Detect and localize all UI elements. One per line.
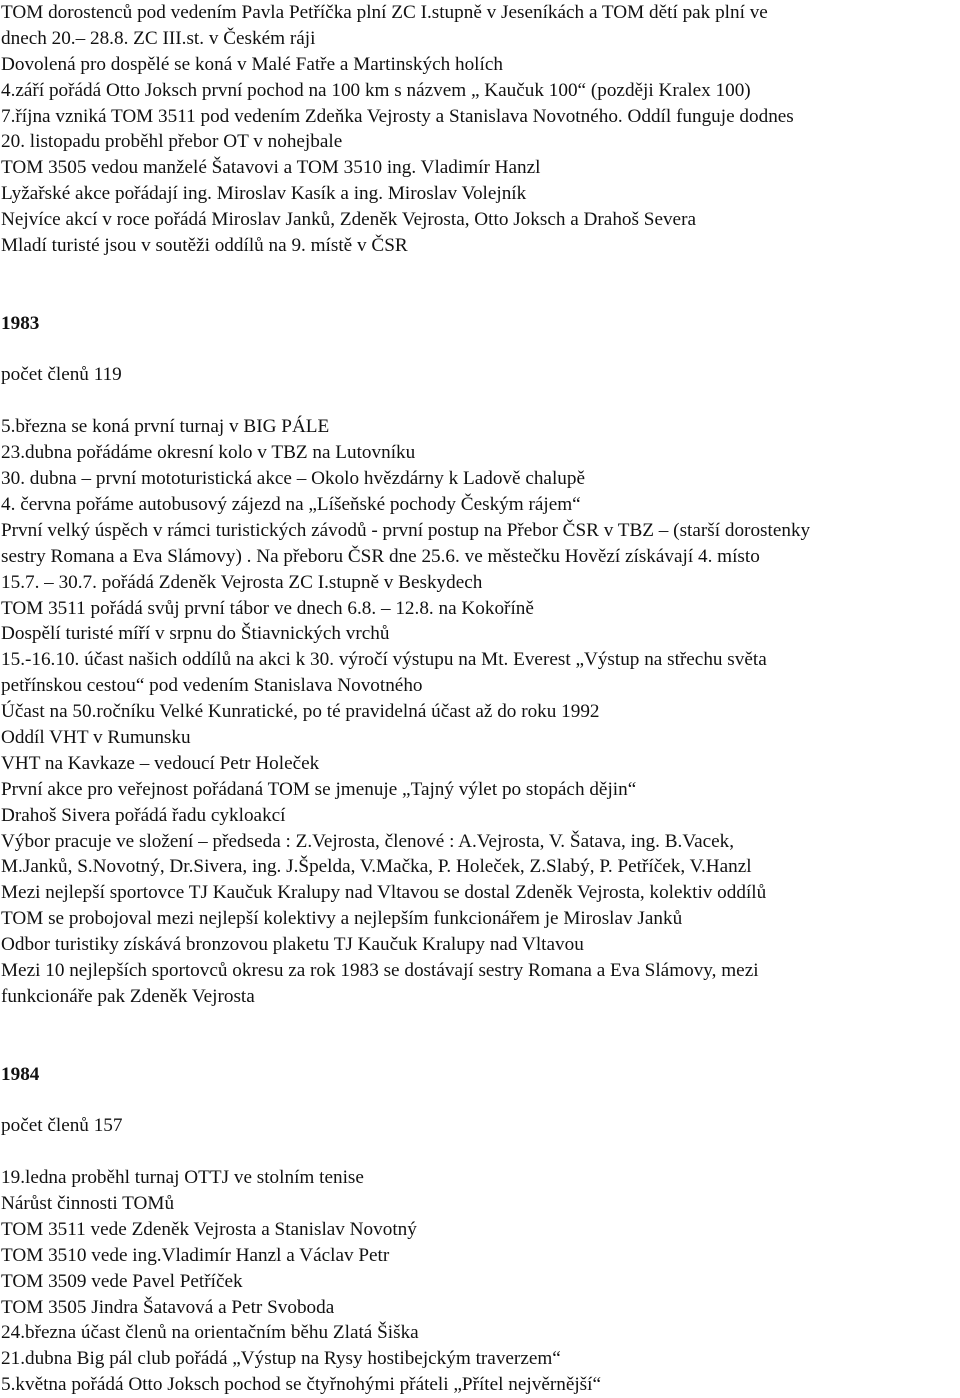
text-line: 4.září pořádá Otto Joksch první pochod na 100 km s názvem „ Kaučuk 100“ (později Kralex 100) bbox=[1, 79, 751, 101]
text-line: Mezi nejlepší sportovce TJ Kaučuk Kralupy nad Vltavou se dostal Zdeněk Vejrosta, kolektiv oddílů bbox=[1, 882, 767, 904]
text-line: dnech 20.– 28.8. ZC III.st. v Českém ráji bbox=[1, 27, 316, 49]
text-line: První akce pro veřejnost pořádaná TOM se jmenuje „Tajný výlet po stopách dějin“ bbox=[1, 778, 637, 800]
spacer bbox=[1, 1010, 959, 1062]
text-line: 23.dubna pořádáme okresní kolo v TBZ na Lutovníku bbox=[1, 442, 416, 464]
text-line: TOM 3510 vede ing.Vladimír Hanzl a Václav Petr bbox=[1, 1244, 390, 1266]
text-line: 24.března účast členů na orientačním běhu Zlatá Šiška bbox=[1, 1322, 419, 1344]
spacer bbox=[1, 388, 959, 414]
text-line: 30. dubna – první mototuristická akce – Okolo hvězdárny k Ladově chalupě bbox=[1, 468, 585, 490]
text-line: Mezi 10 nejlepších sportovců okresu za rok 1983 se dostávají sestry Romana a Eva Slámovy, mezi bbox=[1, 959, 759, 981]
text-line: sestry Romana a Eva Slámovy) . Na přeboru ČSR dne 25.6. ve městečku Hovězí získávají 4. místo bbox=[1, 545, 760, 567]
text-line: TOM 3509 vede Pavel Petříček bbox=[1, 1270, 243, 1292]
text-line: TOM 3511 vede Zdeněk Vejrosta a Stanislav Novotný bbox=[1, 1218, 417, 1240]
text-line: Dospělí turisté míří v srpnu do Štiavnických vrchů bbox=[1, 623, 390, 645]
text-line: Mladí turisté jsou v soutěži oddílů na 9. místě v ČSR bbox=[1, 235, 408, 257]
spacer bbox=[1, 337, 959, 363]
text-line: Výbor pracuje ve složení – předseda : Z.Vejrosta, členové : A.Vejrosta, V. Šatava, ing. B.Vacek, bbox=[1, 830, 735, 852]
text-line: TOM 3505 vedou manželé Šatavovi a TOM 3510 ing. Vladimír Hanzl bbox=[1, 157, 541, 179]
text-line: 20. listopadu proběhl přebor OT v nohejbale bbox=[1, 131, 343, 153]
text-line: TOM dorostenců pod vedením Pavla Petříčka plní ZC I.stupně v Jeseníkách a TOM dětí pak plní ve bbox=[1, 2, 768, 23]
year-1984-section bbox=[1, 1062, 959, 1398]
text-line: Oddíl VHT v Rumunsku bbox=[1, 726, 191, 748]
year-heading: 1984 bbox=[1, 1063, 40, 1085]
text-line: Dovolená pro dospělé se koná v Malé Fatře a Martinských holích bbox=[1, 53, 503, 75]
member-count: počet členů 157 bbox=[1, 1115, 123, 1137]
text-line: 4. června pořáme autobusový zájezd na „Líšeňské pochody Českým rájem“ bbox=[1, 493, 581, 515]
text-line: Nárůst činnosti TOMů bbox=[1, 1193, 175, 1214]
text-line: TOM 3505 Jindra Šatavová a Petr Svoboda bbox=[1, 1296, 335, 1318]
spacer bbox=[1, 1139, 959, 1165]
text-line: První velký úspěch v rámci turistických závodů - první postup na Přebor ČSR v TBZ – (starší dorostenky bbox=[1, 519, 811, 541]
text-line: TOM 3511 pořádá svůj první tábor ve dnech 6.8. – 12.8. na Kokoříně bbox=[1, 597, 534, 619]
text-line: Odbor turistiky získává bronzovou plaketu TJ Kaučuk Kralupy nad Vltavou bbox=[1, 934, 584, 956]
intro-section bbox=[1, 0, 959, 259]
text-line: M.Janků, S.Novotný, Dr.Sivera, ing. J.Špelda, V.Mačka, P. Holeček, Z.Slabý, P. Petříček, V.Hanzl bbox=[1, 856, 752, 878]
text-line: 7.října vzniká TOM 3511 pod vedením Zdeňka Vejrosty a Stanislava Novotného. Oddíl funguje dodnes bbox=[1, 105, 794, 127]
text-line: 21.dubna Big pál club pořádá „Výstup na Rysy hostibejckým traverzem“ bbox=[1, 1348, 561, 1370]
text-line: Účast na 50.ročníku Velké Kunratické, po té pravidelná účast až do roku 1992 bbox=[1, 701, 600, 723]
text-line: VHT na Kavkaze – vedoucí Petr Holeček bbox=[1, 752, 320, 774]
spacer bbox=[1, 259, 959, 311]
text-line: 5.března se koná první turnaj v BIG PÁLE bbox=[1, 416, 330, 438]
text-line: 15.7. – 30.7. pořádá Zdeněk Vejrosta ZC I.stupně v Beskydech bbox=[1, 571, 483, 593]
spacer bbox=[1, 1087, 959, 1113]
document-page bbox=[1, 0, 959, 1398]
text-line: 19.ledna proběhl turnaj OTTJ ve stolním tenise bbox=[1, 1167, 364, 1189]
text-line: 15.-16.10. účast našich oddílů na akci k 30. výročí výstupu na Mt. Everest „Výstup na střechu světa bbox=[1, 649, 767, 671]
text-line: 5.května pořádá Otto Joksch pochod se čtyřnohými přáteli „Přítel nejvěrnější“ bbox=[1, 1374, 601, 1396]
text-line: Drahoš Sivera pořádá řadu cykloakcí bbox=[1, 804, 286, 826]
text-line: Nejvíce akcí v roce pořádá Miroslav Janků, Zdeněk Vejrosta, Otto Joksch a Drahoš Severa bbox=[1, 209, 696, 231]
member-count: počet členů 119 bbox=[1, 364, 122, 386]
text-line: funkcionáře pak Zdeněk Vejrosta bbox=[1, 985, 255, 1007]
text-line: petřínskou cestou“ pod vedením Stanislava Novotného bbox=[1, 675, 423, 697]
year-heading: 1983 bbox=[1, 312, 40, 334]
text-line: Lyžařské akce pořádají ing. Miroslav Kasík a ing. Miroslav Volejník bbox=[1, 183, 527, 205]
year-1983-section bbox=[1, 311, 959, 1010]
text-line: TOM se probojoval mezi nejlepší kolektivy a nejlepším funkcionářem je Miroslav Janků bbox=[1, 908, 683, 930]
